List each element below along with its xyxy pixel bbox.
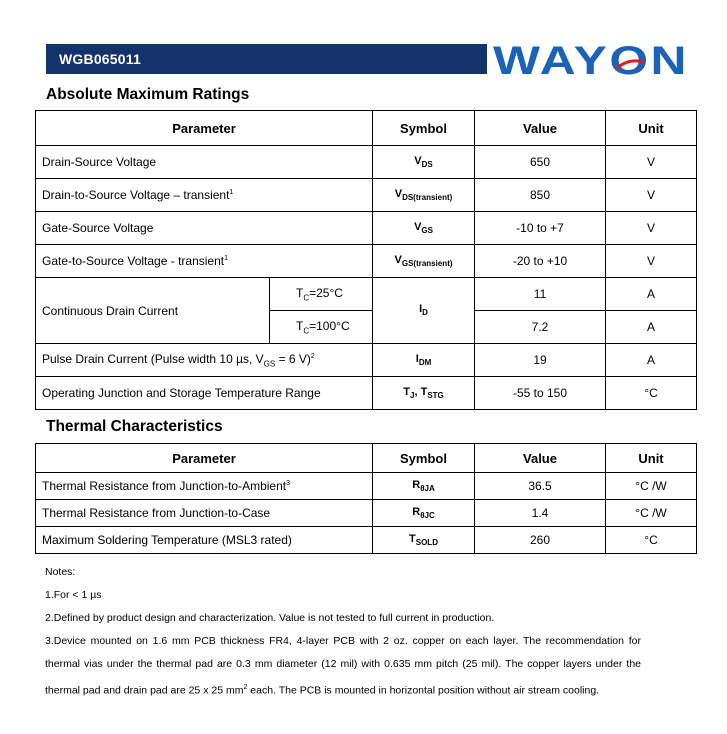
value-cell: 7.2	[475, 311, 606, 344]
absolute-max-table	[35, 110, 697, 410]
notes-block	[45, 561, 641, 703]
value-cell: 1.4	[475, 500, 606, 527]
table-header-row	[36, 444, 697, 473]
value-cell: -10 to +7	[475, 212, 606, 245]
value-cell: 850	[475, 179, 606, 212]
table-row	[36, 473, 697, 500]
col-value: Value	[475, 444, 606, 473]
symbol-cell: $R_{\theta JA}$	[373, 473, 475, 500]
thermal-title: Thermal Characteristics	[46, 418, 223, 435]
col-symbol: Symbol	[373, 111, 475, 146]
symbol-cell: $T_{SOLD}$	[373, 527, 475, 554]
table-row	[36, 212, 697, 245]
unit-cell: V	[606, 212, 697, 245]
unit-cell: V	[606, 146, 697, 179]
part-number-banner	[46, 44, 487, 74]
param-cell: Gate-to-Source Voltage - transient$^1$	[36, 245, 373, 278]
unit-cell: V	[606, 179, 697, 212]
value-cell: 36.5	[475, 473, 606, 500]
param-cell: Thermal Resistance from Junction-to-Case	[36, 500, 373, 527]
note-1: 1.For < 1 µs	[45, 589, 102, 601]
unit-cell: °C	[606, 377, 697, 410]
unit-cell: °C /W	[606, 500, 697, 527]
col-value: Value	[475, 111, 606, 146]
notes-heading: Notes:	[45, 566, 76, 578]
param-cell: Pulse Drain Current (Pulse width 10 µs, $V_{GS} = 6$ V)$^2$	[36, 344, 373, 377]
svg-text:WAYON: WAYON	[493, 39, 689, 80]
symbol-cell: $V_{DS(transient)}$	[373, 179, 475, 212]
symbol-cell: $I_{DM}$	[373, 344, 475, 377]
param-cell: Drain-to-Source Voltage – transient$^1$	[36, 179, 373, 212]
part-number: WGB065011	[59, 51, 141, 67]
note-3-line-1: 3.Device mounted on 1.6 mm PCB thickness FR4, 4-layer PCB with 2 oz. copper on each layer. The recommendation for	[45, 635, 641, 647]
unit-cell: V	[606, 245, 697, 278]
value-cell: -55 to 150	[475, 377, 606, 410]
wayon-logo	[493, 38, 693, 80]
unit-cell: A	[606, 311, 697, 344]
value-cell: 650	[475, 146, 606, 179]
unit-cell: A	[606, 278, 697, 311]
table-row	[36, 179, 697, 212]
symbol-cell: $V_{GS(transient)}$	[373, 245, 475, 278]
table-row	[36, 278, 697, 311]
col-unit: Unit	[606, 444, 697, 473]
param-cell: Gate-Source Voltage	[36, 212, 373, 245]
note-3-line-2: thermal vias under the thermal pad are 0.3 mm diameter (12 mil) with 0.635 mm pitch (25 mil). The copper layers under the	[45, 658, 641, 670]
col-symbol: Symbol	[373, 444, 475, 473]
condition-cell: $T_C=100^\circ C$	[270, 311, 373, 344]
symbol-cell: $T_J$, $T_{STG}$	[373, 377, 475, 410]
value-cell: 260	[475, 527, 606, 554]
note-3-line-3: thermal pad and drain pad are 25 x 25 $mm^2$ each. The PCB is mounted in horizontal position without air stream cooling.	[45, 684, 600, 697]
unit-cell: °C	[606, 527, 697, 554]
table-row	[36, 146, 697, 179]
value-cell: 11	[475, 278, 606, 311]
symbol-cell: $V_{DS}$	[373, 146, 475, 179]
symbol-cell: $V_{GS}$	[373, 212, 475, 245]
value-cell: 19	[475, 344, 606, 377]
param-cell: Continuous Drain Current	[36, 278, 270, 344]
symbol-cell: $R_{\theta JC}$	[373, 500, 475, 527]
table-row	[36, 344, 697, 377]
table-row	[36, 245, 697, 278]
thermal-table	[35, 443, 697, 554]
col-unit: Unit	[606, 111, 697, 146]
table-row	[36, 377, 697, 410]
param-cell: Thermal Resistance from Junction-to-Ambient$^3$	[36, 473, 373, 500]
note-2: 2.Defined by product design and characterization. Value is not tested to full current in production.	[45, 612, 495, 624]
param-cell: Operating Junction and Storage Temperature Range	[36, 377, 373, 410]
symbol-cell: $I_D$	[373, 278, 475, 344]
col-parameter: Parameter	[36, 444, 373, 473]
param-cell: Maximum Soldering Temperature (MSL3 rated)	[36, 527, 373, 554]
param-cell: Drain-Source Voltage	[36, 146, 373, 179]
unit-cell: °C /W	[606, 473, 697, 500]
table-row	[36, 527, 697, 554]
unit-cell: A	[606, 344, 697, 377]
col-parameter: Parameter	[36, 111, 373, 146]
value-cell: -20 to +10	[475, 245, 606, 278]
table-row	[36, 500, 697, 527]
absolute-max-title: Absolute Maximum Ratings	[46, 86, 250, 103]
condition-cell: $T_C=25^\circ C$	[270, 278, 373, 311]
table-header-row	[36, 111, 697, 146]
